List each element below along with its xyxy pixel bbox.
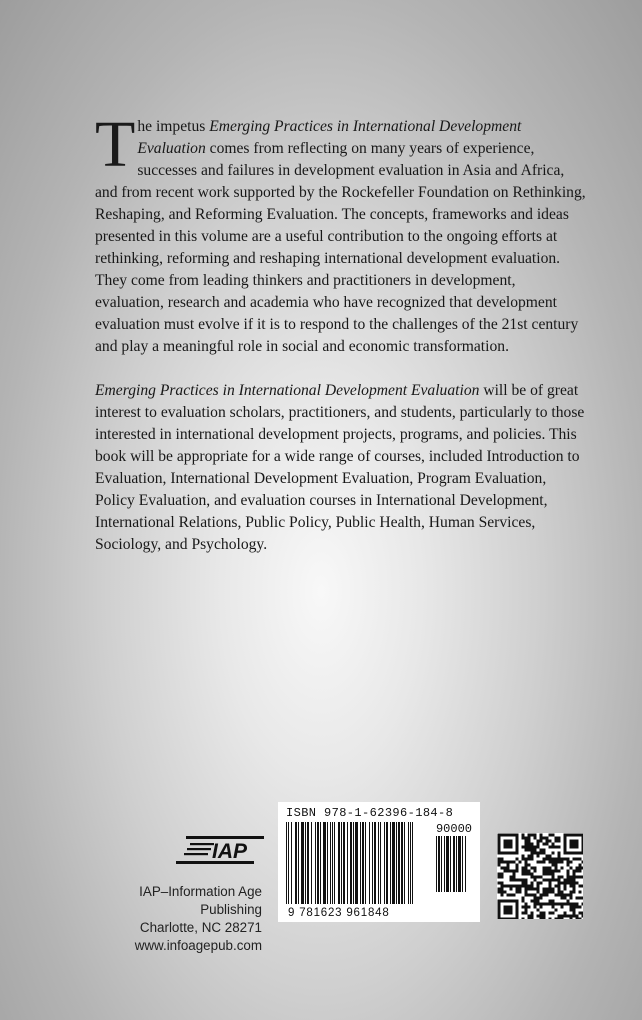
drop-cap-letter: T [95,108,136,181]
book-description [95,108,586,556]
price-code: 90000 [435,822,472,836]
publisher-website: www.infoagepub.com [134,938,262,953]
paragraph-1-body: comes from reflecting on many years of experience, successes and failures in development evaluation in Asia and Africa, and from recent work supported by the Rockefeller Foundation on Rethinking, Reshaping, and Reforming Evaluation. The concepts, frameworks and ideas presented in this volume are a useful contribution to the ongoing efforts at rethinking, reforming and reshaping international development evaluation. They come from leading thinkers and practitioners in development, evaluation, research and academia who have recognized that development evaluation must evolve if it is to respond to the challenges of the 21st century and play a meaningful role in social and economic transformation. [95,140,586,355]
isbn-barcode [278,802,480,922]
book-title-italic: Emerging Practices in International Development Evaluation [137,118,522,157]
barcode-bars-icon [286,822,432,904]
description-paragraph-2 [95,380,586,556]
paragraph-1-intro: he impetus [137,118,210,135]
qr-code-icon [497,833,583,919]
publisher-name: IAP–Information Age Publishing [139,884,262,917]
paragraph-2-body: will be of great interest to evaluation scholars, practitioners, and students, particularly to those interested in international development projects, programs, and policies. This book will be appropriate for a wide range of courses, included Introduction to Evaluation, International Development Evaluation, Program Evaluation, Policy Evaluation, and evaluation courses in International Development, International Relations, Public Policy, Public Health, Human Services, Sociology, and Psychology. [95,382,585,553]
logo-text: IAP [212,840,248,863]
description-paragraph-1 [95,108,586,358]
iap-logo-icon [176,836,264,864]
barcode-digits: 9 781623 961848 [288,907,390,919]
publisher-block [112,836,262,955]
isbn-label: ISBN 978-1-62396-184-8 [286,806,454,820]
book-title-italic-2: Emerging Practices in International Development Evaluation [95,382,480,399]
price-addon-bars-icon [436,836,472,892]
publisher-city: Charlotte, NC 28271 [139,920,262,935]
